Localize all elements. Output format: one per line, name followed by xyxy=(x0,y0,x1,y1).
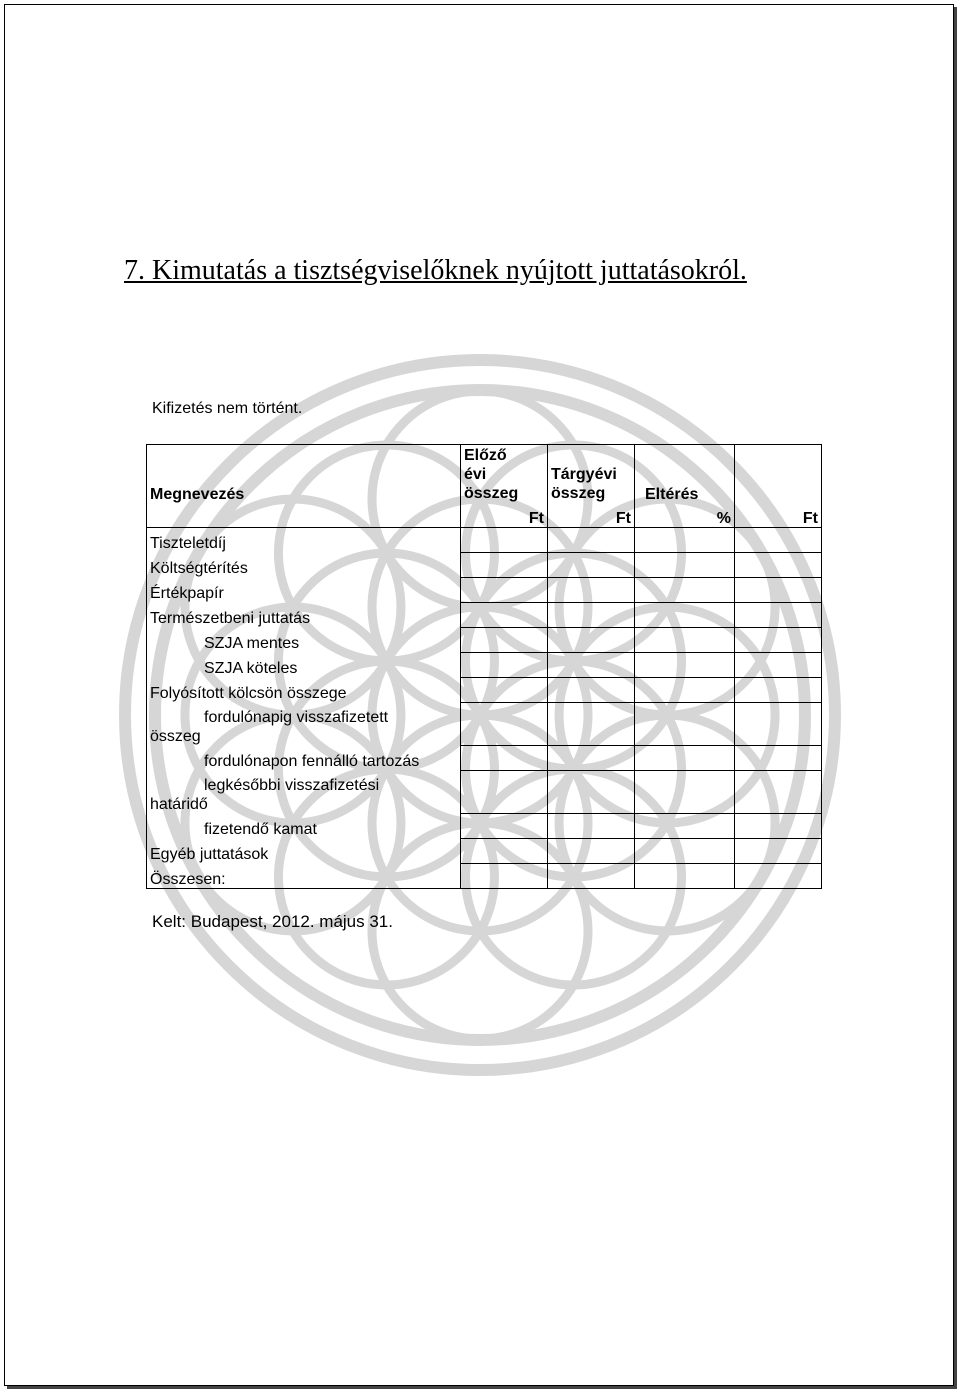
table-row xyxy=(147,839,822,864)
header-prev-line3: összeg xyxy=(464,485,519,502)
row-label: Költségtérítés xyxy=(147,553,461,578)
row-label: SZJA köteles xyxy=(147,653,461,678)
unit-prev: Ft xyxy=(461,503,548,528)
table-row xyxy=(147,553,822,578)
table-row xyxy=(147,653,822,678)
row-label: Értékpapír xyxy=(147,578,461,603)
header-name: Megnevezés xyxy=(147,445,461,504)
row-label-line1: legkésőbbi visszafizetési xyxy=(204,776,380,794)
header-previous-year xyxy=(461,445,548,504)
header-curr-line2: összeg xyxy=(551,485,606,502)
table-row xyxy=(147,771,822,814)
table-row xyxy=(147,746,822,771)
table-row xyxy=(147,603,822,628)
row-label xyxy=(147,771,461,814)
unit-pct: % xyxy=(635,503,735,528)
row-label-total: Összesen: xyxy=(147,864,461,889)
signature-date-line: Kelt: Budapest, 2012. május 31. xyxy=(152,912,393,931)
row-label-line2: határidő xyxy=(150,795,208,813)
row-label: Tiszteletdíj xyxy=(147,528,461,553)
unit-diff: Ft xyxy=(735,503,822,528)
row-label-line2: összeg xyxy=(150,727,201,745)
header-curr-line1: Tárgyévi xyxy=(551,466,617,483)
header-difference-ft xyxy=(735,445,822,504)
row-label: Természetbeni juttatás xyxy=(147,603,461,628)
row-label: fordulónapon fennálló tartozás xyxy=(147,746,461,771)
table-row xyxy=(147,578,822,603)
notice-text: Kifizetés nem történt. xyxy=(152,400,303,417)
table-header-row xyxy=(147,445,822,504)
row-label xyxy=(147,703,461,746)
units-row xyxy=(147,503,822,528)
row-label: SZJA mentes xyxy=(147,628,461,653)
unit-curr: Ft xyxy=(548,503,635,528)
table-row xyxy=(147,703,822,746)
row-label: Egyéb juttatások xyxy=(147,839,461,864)
row-label: Folyósított kölcsön összege xyxy=(147,678,461,703)
document-title: 7. Kimutatás a tisztségviselőknek nyújtott juttatásokról. xyxy=(124,255,747,286)
header-prev-line1: Előző xyxy=(464,447,507,464)
benefits-table xyxy=(146,444,822,889)
header-prev-line2: évi xyxy=(464,466,487,483)
table-row xyxy=(147,678,822,703)
table-row-total xyxy=(147,864,822,889)
table-row xyxy=(147,814,822,839)
row-label-line1: fordulónapig visszafizetett xyxy=(204,708,389,726)
table-row xyxy=(147,528,822,553)
table-row xyxy=(147,628,822,653)
row-label: fizetendő kamat xyxy=(147,814,461,839)
header-current-year xyxy=(548,445,635,504)
header-difference: Eltérés xyxy=(635,445,735,504)
